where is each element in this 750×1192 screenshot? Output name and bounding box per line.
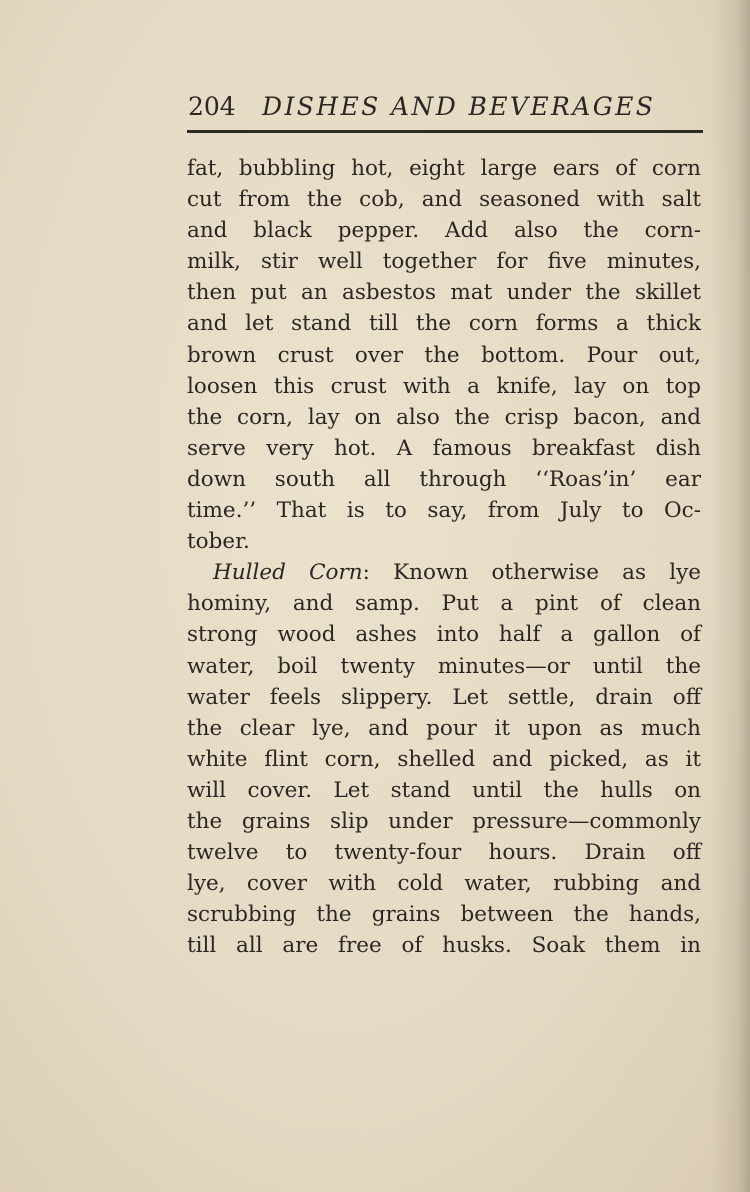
text-line: cut from the cob, and seasoned with salt (187, 187, 701, 213)
text-line: milk, stir well together for five minutes, (187, 249, 701, 275)
running-head: DISHES AND BEVERAGES (262, 92, 656, 121)
text-line: twelve to twenty-four hours. Drain off (187, 840, 701, 866)
text-line: serve very hot. A famous breakfast dish (187, 435, 701, 461)
text-line: and black pepper. Add also the corn- (187, 218, 701, 244)
text-line: water, boil twenty minutes—or until the (187, 653, 701, 679)
body-text (187, 153, 701, 961)
hulled-corn-first-line-text: : Known otherwise as lye (362, 560, 701, 586)
text-line: and let stand till the corn forms a thick (187, 311, 701, 337)
text-line: strong wood ashes into half a gallon of (187, 622, 701, 648)
text-line: scrubbing the grains between the hands, (187, 902, 701, 928)
text-line: white flint corn, shelled and picked, as it (187, 746, 701, 772)
text-line: lye, cover with cold water, rubbing and (187, 871, 701, 897)
header-rule (187, 130, 703, 133)
page-edge-shadow (710, 0, 750, 1192)
text-line: the corn, lay on also the crisp bacon, and (187, 404, 701, 430)
text-line: then put an asbestos mat under the skillet (187, 280, 701, 306)
text-line: will cover. Let stand until the hulls on (187, 777, 701, 803)
text-line: down south all through ‘‘Roas’in’ ear (187, 466, 701, 492)
text-line: fat, bubbling hot, eight large ears of corn (187, 156, 701, 181)
hulled-corn-first-line (187, 557, 701, 588)
page-number: 204 (188, 92, 236, 121)
text-line: tober. (187, 529, 250, 555)
text-line: water feels slippery. Let settle, drain off (187, 684, 701, 710)
text-line: the grains slip under pressure—commonly (187, 808, 701, 834)
text-line: loosen this crust with a knife, lay on top (187, 373, 701, 399)
hulled-corn-term: Hulled Corn (213, 560, 363, 586)
text-line: hominy, and samp. Put a pint of clean (187, 591, 701, 617)
text-line: time.’’ That is to say, from July to Oc- (187, 498, 701, 524)
page-header (188, 92, 708, 128)
text-line: brown crust over the bottom. Pour out, (187, 342, 701, 368)
text-line: the clear lye, and pour it upon as much (187, 715, 701, 741)
text-line: till all are free of husks. Soak them in (187, 933, 701, 959)
